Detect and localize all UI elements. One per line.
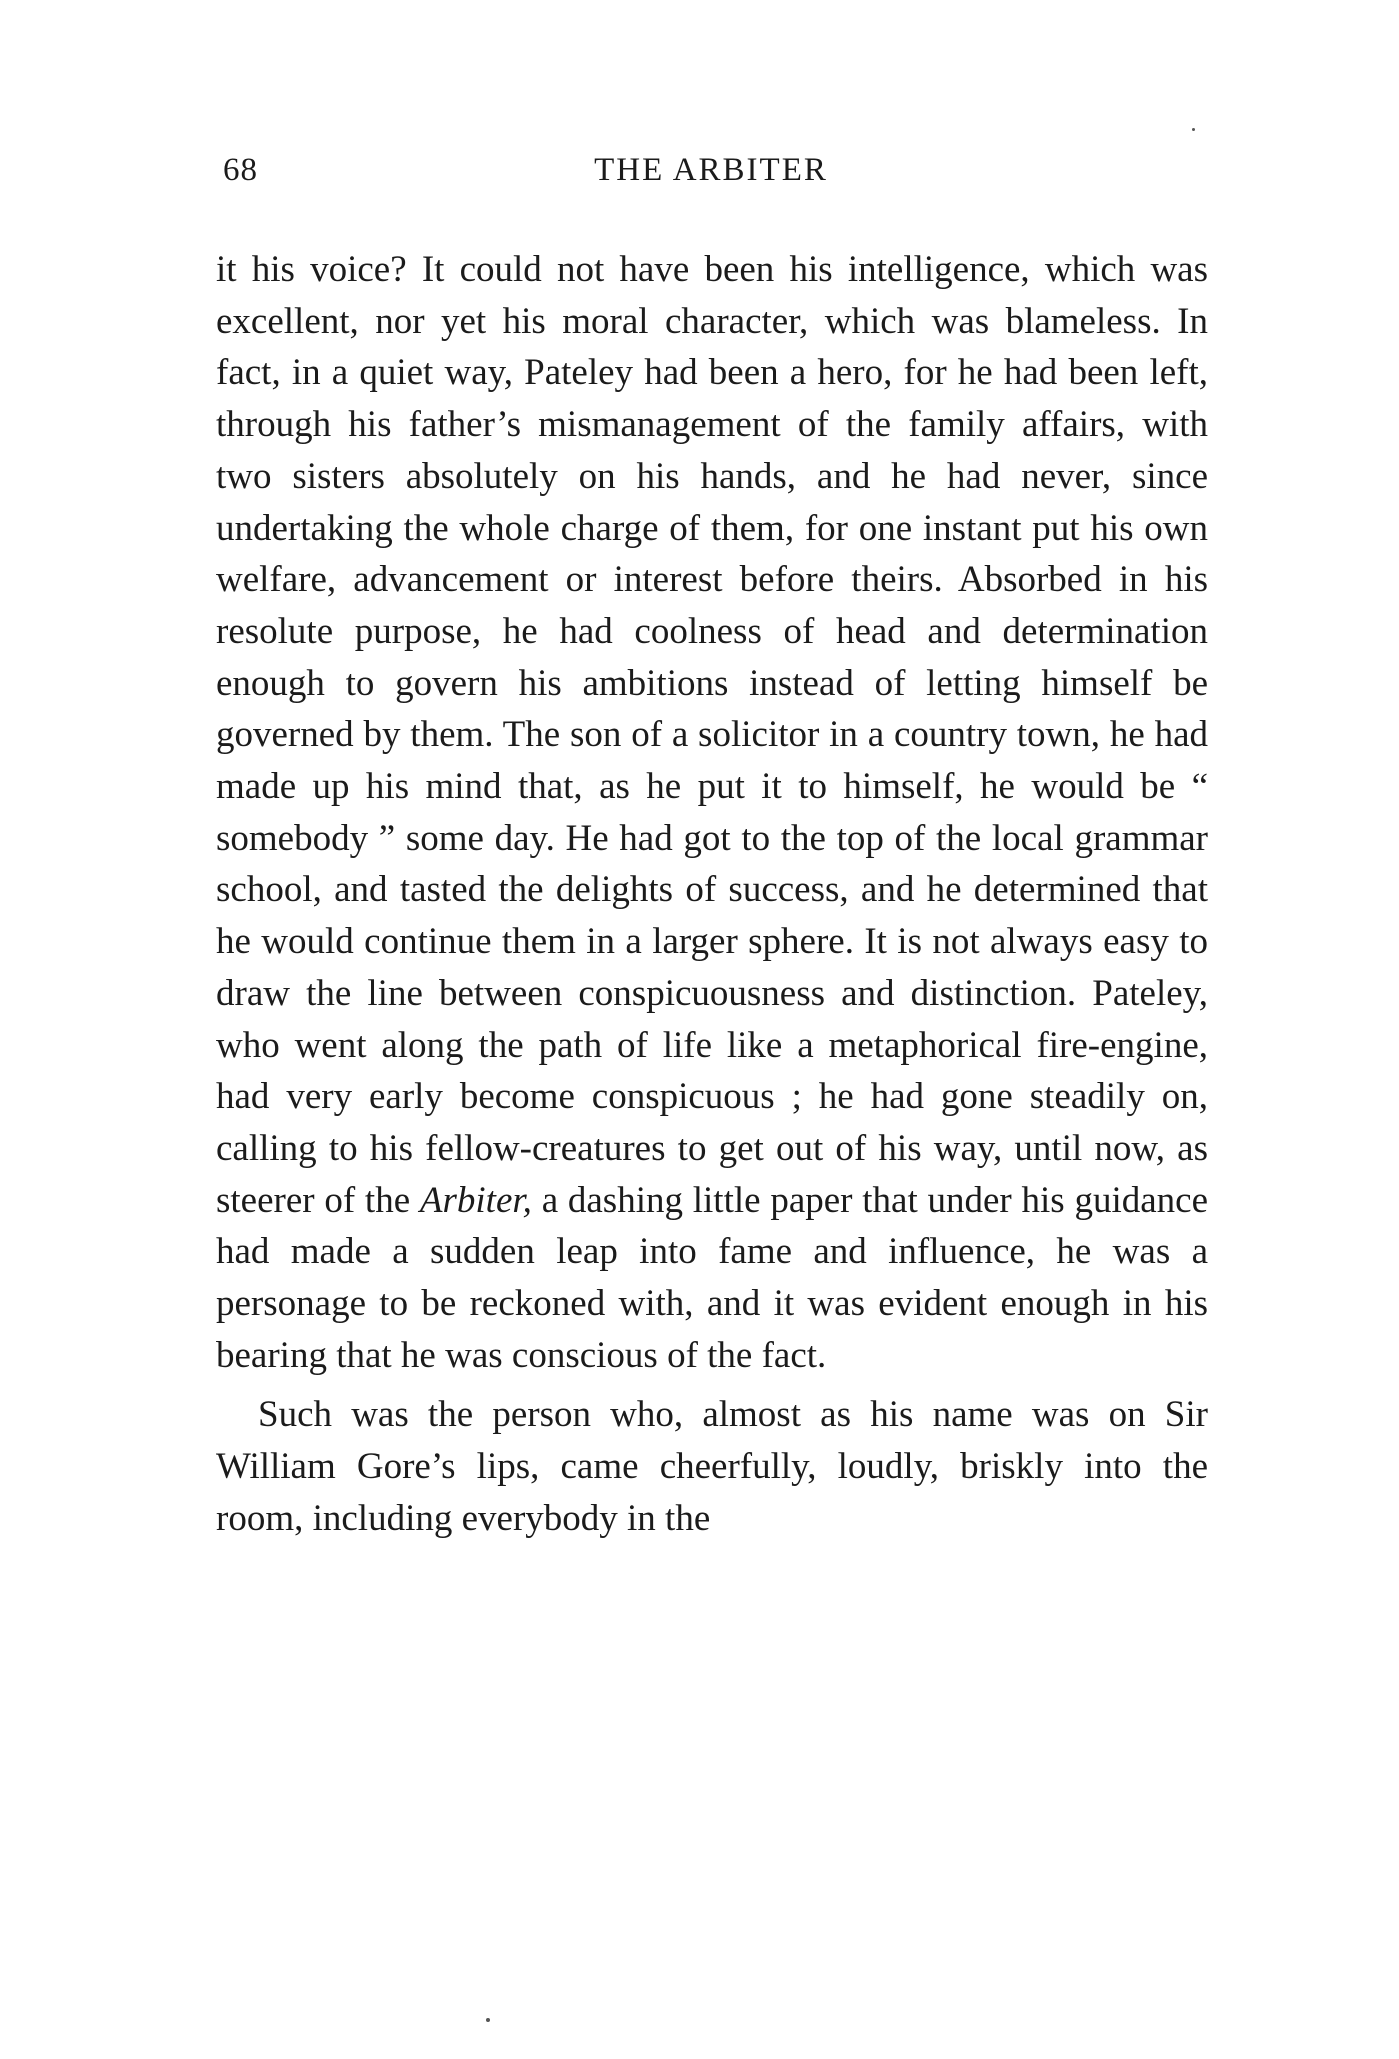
paragraph — [216, 1389, 1208, 1544]
paragraph — [216, 244, 1208, 1381]
print-speck — [1192, 128, 1195, 131]
page-header — [215, 152, 1207, 200]
body-text — [216, 244, 1208, 1545]
paragraph-text: a dashing little paper that under his guidance had made a sudden leap into fame and influence, he was a personage to be reckoned with, and it was evident enough in his bearing that he was conscious of the fact. — [216, 1179, 1208, 1376]
paragraph-text: it his voice? It could not have been his intelligence, which was excellent, nor yet his moral character, which was blameless. In fact, in a quiet way, Pateley had been a hero, for he had been left, through his father’s mismanagement of the family affairs, with two sisters absolutely on his hands, and he had never, since undertaking the whole charge of them, for one instant put his own welfare, advancement or interest before theirs. Absorbed in his resolute purpose, he had coolness of head and determination enough to govern his ambitions instead of letting himself be governed by them. The son of a solicitor in a country town, he had made up his mind that, as he put it to himself, he would be “ somebody ” some day. He had got to the top of the local grammar school, and tasted the delights of success, and he determined that he would continue them in a larger sphere. It is not always easy to draw the line between conspicuousness and distinction. Pateley, who went along the path of life like a metaphorical fire-engine, had very early become conspicuous ; he had gone steadily on, calling to his fellow-creatures to get out of his way, until now, as steerer of the — [216, 249, 1208, 1221]
italic-title: Arbiter, — [419, 1179, 532, 1221]
print-speck — [486, 2018, 490, 2022]
running-title: THE ARBITER — [594, 152, 828, 188]
page-number: 68 — [223, 152, 258, 188]
paragraph-text: Such was the person who, almost as his name was on Sir William Gore’s lips, came cheerfully, loudly, briskly into the room, including everybody in the — [216, 1394, 1208, 1539]
